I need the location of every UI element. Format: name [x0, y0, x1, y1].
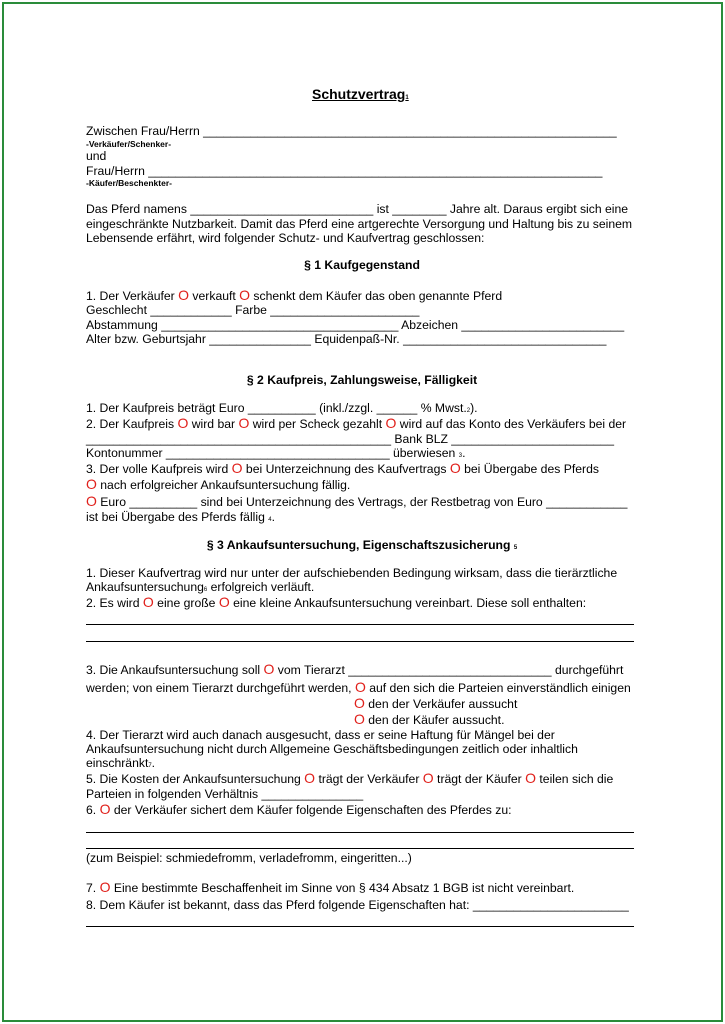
checkbox-ankauf[interactable]: O	[86, 476, 97, 492]
checkbox-eigenschaften[interactable]: O	[99, 801, 111, 817]
checkbox-kosten-kaeufer[interactable]: O	[422, 770, 434, 786]
s2-line-6: O nach erfolgreicher Ankaufsuntersuchung fällig.	[86, 476, 351, 492]
fill-line[interactable]	[86, 641, 634, 642]
s3-line-12: Parteien in folgenden Verhältnis _______________	[86, 787, 364, 801]
checkbox-vom-tierarzt[interactable]: O	[263, 661, 275, 677]
and-word: und	[86, 149, 107, 163]
s2-line-5: 3. Der volle Kaufpreis wird O bei Unterzeichnung des Kaufvertrags O bei Übergabe des Pferds	[86, 460, 599, 476]
s1-line-1: 1. Der Verkäufer O verkauft O schenkt dem Käufer das oben genannte Pferd	[86, 287, 503, 303]
s2-line-7: O Euro __________ sind bei Unterzeichnung des Vertrags, der Restbetrag von Euro ____________	[86, 493, 628, 509]
checkbox-unterzeichnung[interactable]: O	[231, 460, 243, 476]
checkbox-einigen[interactable]: O	[354, 679, 366, 695]
intro-line-3: Lebensende erfährt, wird folgender Schutz- und Kaufvertrag geschlossen:	[86, 231, 485, 245]
buyer-role: -Käufer/Beschenkter-	[86, 178, 172, 188]
checkbox-scheck[interactable]: O	[238, 415, 250, 431]
s3-line-11: 5. Die Kosten der Ankaufsuntersuchung O trägt der Verkäufer O trägt der Käufer O teilen sich die	[86, 770, 614, 786]
s3-line-6: O den der Verkäufer aussucht	[354, 695, 518, 711]
s2-line-8: ist bei Übergabe des Pferds fällig 4.	[86, 510, 275, 524]
s3-line-7: O den der Käufer aussucht.	[354, 711, 505, 727]
s3-line-14: (zum Beispiel: schmiedefromm, verladefromm, eingeritten...)	[86, 851, 412, 865]
seller-role: -Verkäufer/Schenker-	[86, 139, 172, 149]
s2-line-2: 2. Der Kaufpreis O wird bar O wird per Scheck gezahlt O wird auf das Konto des Verkäufers bei der	[86, 415, 627, 431]
checkbox-beschaffenheit[interactable]: O	[99, 879, 111, 895]
s3-line-15: 7. O Eine bestimmte Beschaffenheit im Sinne von § 434 Absatz 1 BGB ist nicht vereinbart.	[86, 879, 575, 895]
s3-line-16: 8. Dem Käufer ist bekannt, dass das Pferd folgende Eigenschaften hat: _______________________	[86, 898, 629, 912]
section-2-heading: § 2 Kaufpreis, Zahlungsweise, Fälligkeit	[246, 373, 478, 387]
s3-line-10: einschränkt7.	[86, 756, 156, 770]
checkbox-grosse[interactable]: O	[142, 594, 154, 610]
checkbox-schenkt[interactable]: O	[239, 287, 251, 303]
checkbox-verkaeufer-sucht[interactable]: O	[354, 695, 365, 711]
s3-line-4: 3. Die Ankaufsuntersuchung soll O vom Tierarzt ______________________________ durchgeführt	[86, 661, 624, 677]
fill-line[interactable]	[86, 926, 634, 927]
checkbox-kaeufer-sucht[interactable]: O	[354, 711, 365, 727]
s2-line-4: Kontonummer _________________________________ überwiesen 3.	[86, 446, 466, 460]
s3-line-3: 2. Es wird O eine große O eine kleine Ankaufsuntersuchung vereinbart. Diese soll enthalten:	[86, 594, 587, 610]
fill-line[interactable]	[86, 624, 634, 625]
s3-line-1: 1. Dieser Kaufvertrag wird nur unter der aufschiebenden Bedingung wirksam, dass die tierärztliche	[86, 566, 618, 580]
fill-line[interactable]	[86, 832, 634, 833]
fill-line[interactable]	[86, 848, 634, 849]
s1-line-3: Abstammung ___________________________________ Abzeichen ________________________	[86, 318, 625, 332]
intro-line-2: eingeschränkte Nutzbarkeit. Damit das Pferd eine artgerechte Versorgung und Haltung bis zu seinem	[86, 217, 633, 231]
s3-line-9: Ankaufsuntersuchung nicht durch Allgemeine Geschäftsbedingungen zeitlich oder inhaltlich	[86, 742, 578, 756]
s3-line-13: 6. O der Verkäufer sichert dem Käufer folgende Eigenschaften des Pferdes zu:	[86, 801, 512, 817]
checkbox-verkauft[interactable]: O	[178, 287, 190, 303]
checkbox-euro[interactable]: O	[86, 493, 97, 509]
checkbox-kosten-verkaeufer[interactable]: O	[304, 770, 316, 786]
checkbox-bar[interactable]: O	[177, 415, 189, 431]
section-1-heading: § 1 Kaufgegenstand	[304, 258, 420, 272]
checkbox-kosten-teilen[interactable]: O	[525, 770, 537, 786]
s3-line-8: 4. Der Tierarzt wird auch danach ausgesucht, dass er seine Haftung für Mängel bei der	[86, 728, 555, 742]
section-3-heading: § 3 Ankaufsuntersuchung, Eigenschaftszusicherung 5	[206, 538, 518, 552]
seller-line: Zwischen Frau/Herrn _____________________________________________________________	[86, 124, 617, 138]
checkbox-konto[interactable]: O	[385, 415, 397, 431]
s1-line-2: Geschlecht ____________ Farbe ______________________	[86, 303, 420, 317]
s1-line-4: Alter bzw. Geburtsjahr _______________ Equidenpaß-Nr. ______________________________	[86, 332, 607, 346]
s3-line-5: werden; von einem Tierarzt durchgeführt werden, O auf den sich die Parteien einverständlich einigen	[86, 679, 631, 695]
s2-line-1: 1. Der Kaufpreis beträgt Euro __________ (inkl./zzgl. ______ % Mwst.2).	[86, 401, 478, 415]
document-title: Schutzvertrag1	[312, 86, 409, 102]
s2-line-3: _____________________________________________ Bank BLZ ________________________	[86, 432, 614, 446]
s3-line-2: Ankaufsuntersuchung6 erfolgreich verläuft.	[86, 580, 315, 594]
checkbox-kleine[interactable]: O	[218, 594, 230, 610]
buyer-line: Frau/Herrn ___________________________________________________________________	[86, 164, 603, 178]
intro-line-1: Das Pferd namens ___________________________ ist ________ Jahre alt. Daraus ergibt sich eine	[86, 202, 629, 216]
checkbox-uebergabe[interactable]: O	[449, 460, 461, 476]
